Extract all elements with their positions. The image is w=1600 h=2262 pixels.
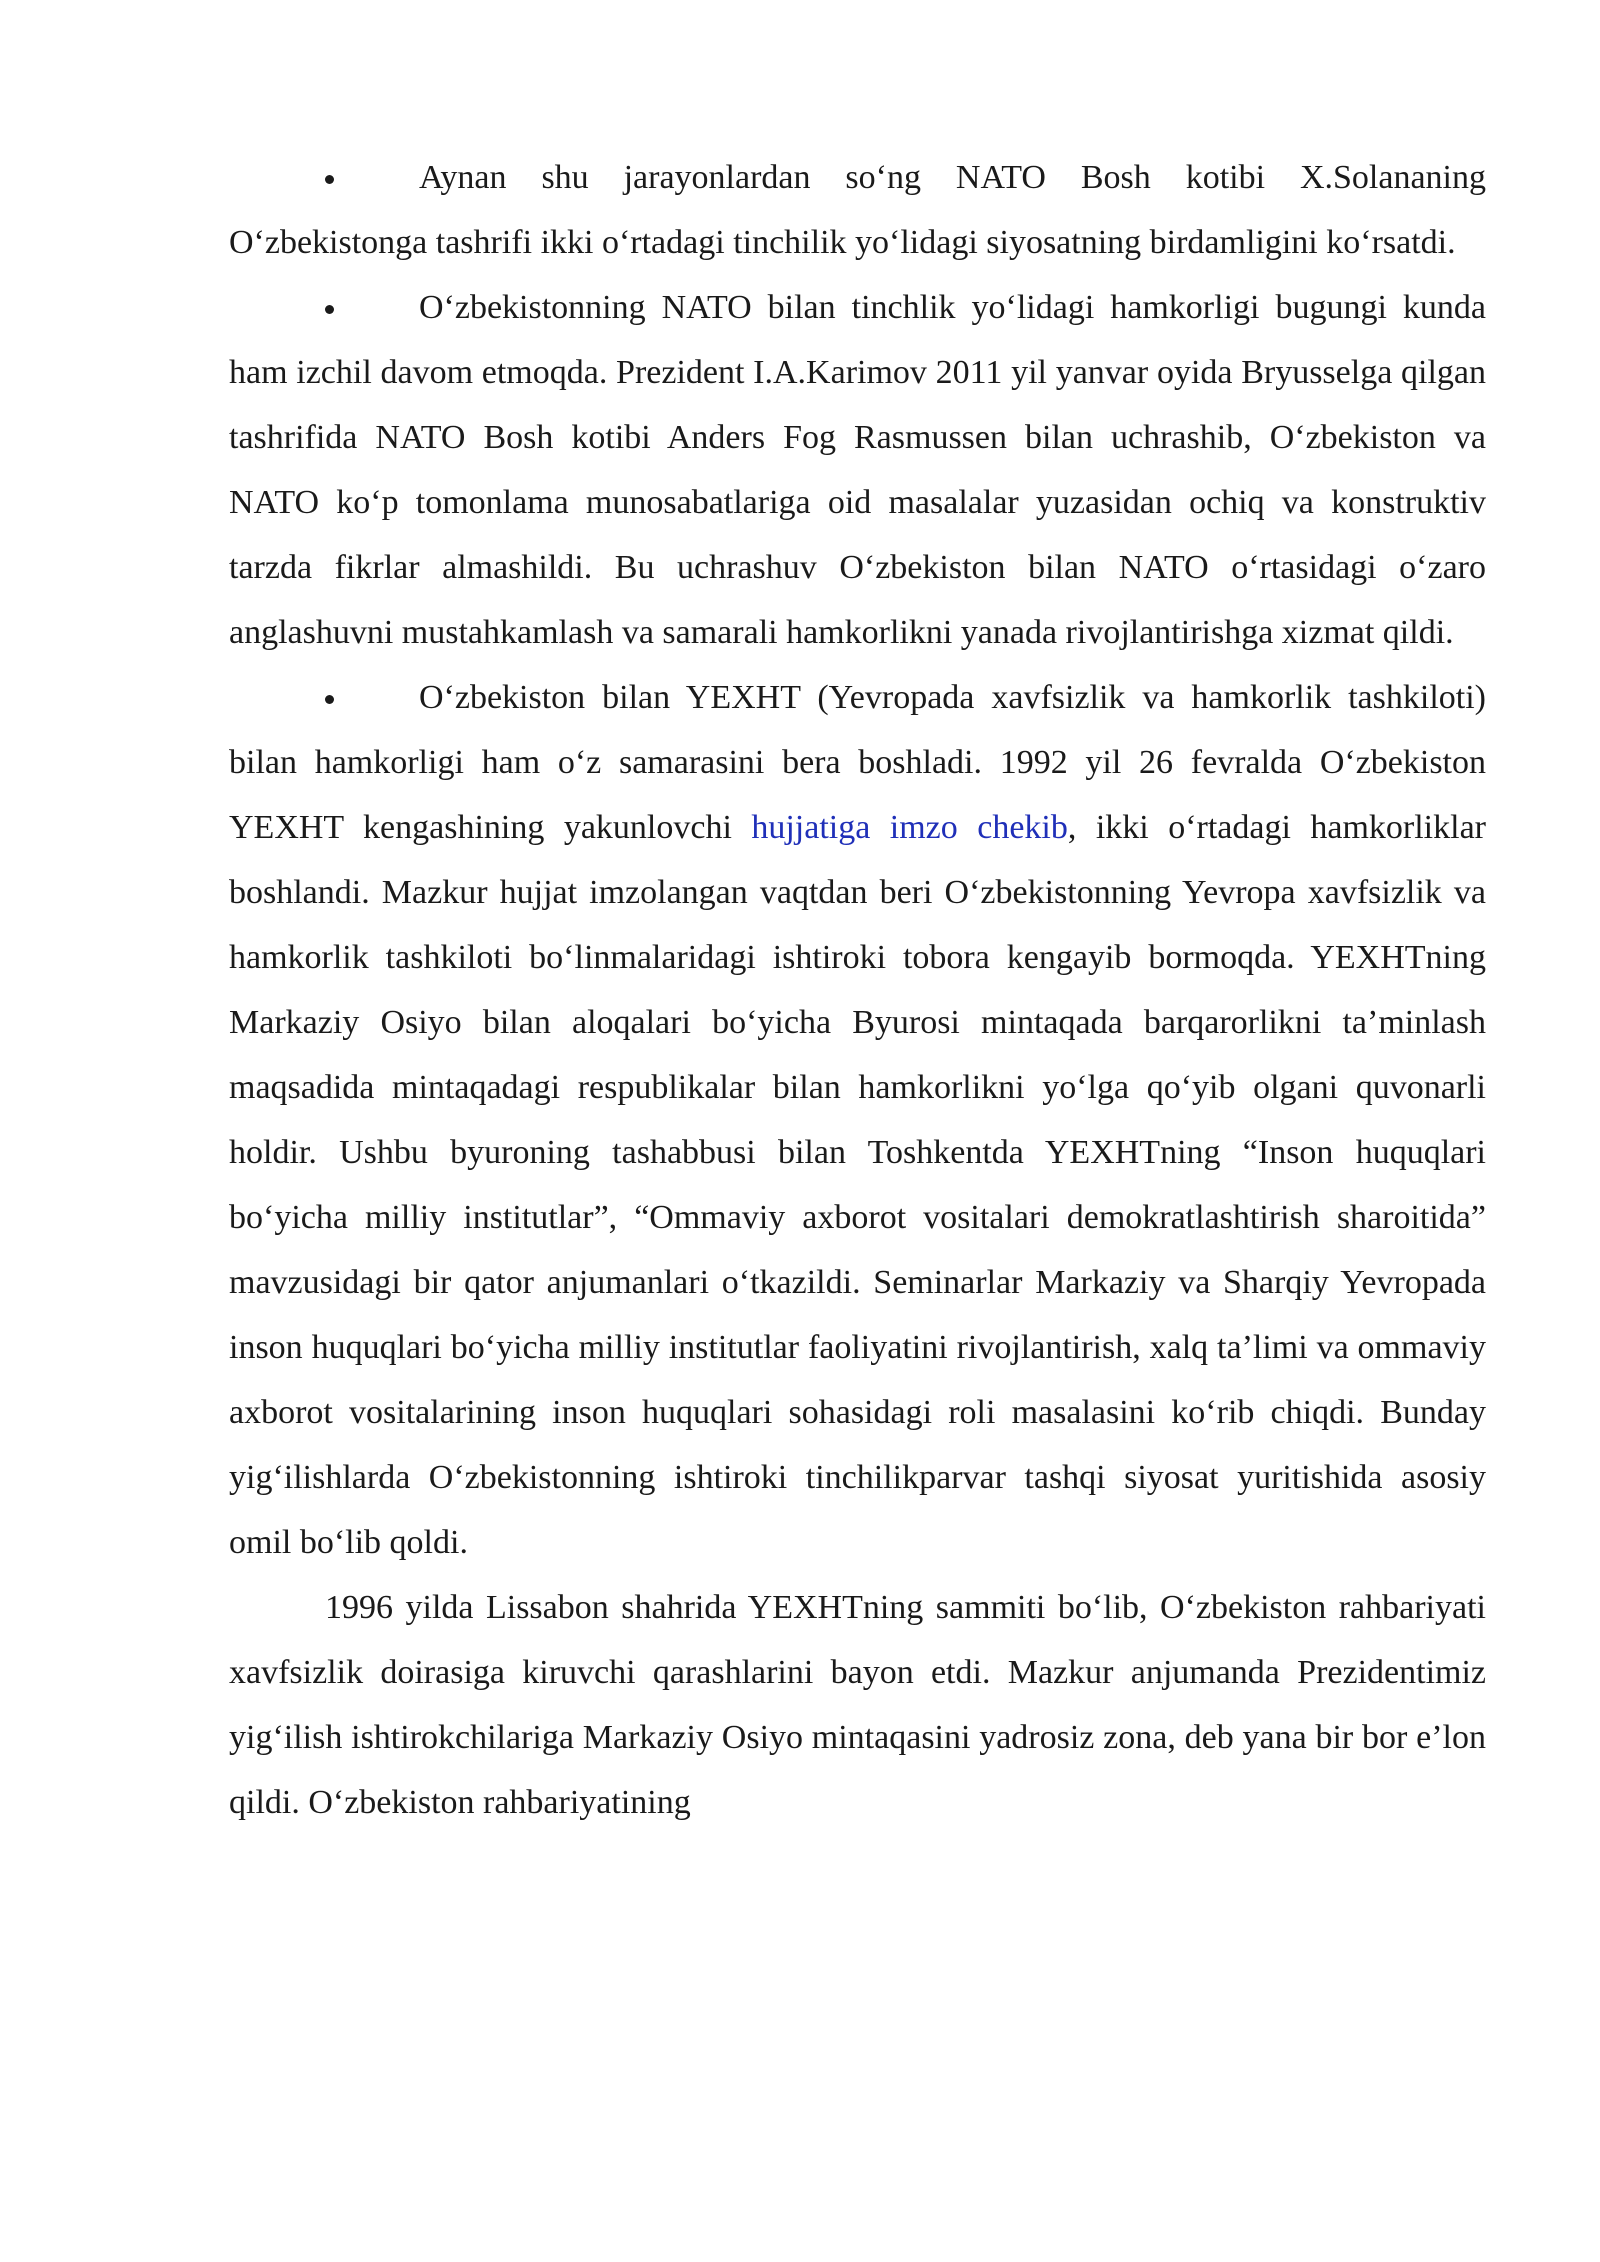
bullet-icon	[325, 145, 345, 210]
paragraph-text: Aynan shu jarayonlardan so‘ng NATO Bosh kotibi X.Solananing O‘zbekistonga tashrifi ikki o‘rtadagi tinchilik yo‘lidagi siyosatning birdamligini ko‘rsatdi.	[229, 159, 1486, 261]
paragraph-lisbon-summit	[229, 1575, 1486, 1835]
bullet-icon	[325, 665, 345, 730]
paragraph-text-after-link: , ikki o‘rtadagi hamkorliklar boshlandi. Mazkur hujjat imzolangan vaqtdan beri O‘zbekistonning Yevropa xavfsizlik va hamkorlik tashkiloti bo‘linmalaridagi ishtiroki tobora kengayib bormoqda. YEXHTning Markaziy Osiyo bilan aloqalari bo‘yicha Byurosi mintaqada barqarorlikni ta’minlash maqsadida mintaqadagi respublikalar bilan hamkorlikni yo‘lga qo‘yib olgani quvonarli holdir. Ushbu byuroning tashabbusi bilan Toshkentda YEXHTning “Inson huquqlari bo‘yicha milliy institutlar”, “Ommaviy axborot vositalari demokratlashtirish sharoitida” mavzusidagi bir qator anjumanlari o‘tkazildi. Seminarlar Markaziy va Sharqiy Yevropada inson huquqlari bo‘yicha milliy institutlar faoliyatini rivojlantirish, xalq ta’limi va ommaviy axborot vositalarining inson huquqlari sohasidagi roli masalasini ko‘rib chiqdi. Bunday yig‘ilishlarda O‘zbekistonning ishtiroki tinchilikparvar tashqi siyosat yuritishida asosiy omil bo‘lib qoldi.	[229, 809, 1486, 1561]
paragraph-text-before-link: O‘zbekiston bilan YEXHT (Yevropada xavfsizlik va hamkorlik tashkiloti) bilan hamkorligi ham o‘z samarasini bera boshladi. 1992 yil 26 fevralda O‘zbekiston YEXHT kengashining yakunlovchi	[229, 679, 1486, 846]
paragraph-text: 1996 yilda Lissabon shahrida YEXHTning sammiti bo‘lib, O‘zbekiston rahbariyati xavfsizlik doirasiga kiruvchi qarashlarini bayon etdi. Mazkur anjumanda Prezidentimiz yig‘ilish ishtirokchilariga Markaziy Osiyo mintaqasini yadrosiz zona, deb yana bir bor e’lon qildi. O‘zbekiston rahbariyatining	[229, 1589, 1486, 1821]
paragraph-solana-visit	[229, 145, 1486, 275]
document-link[interactable]: hujjatiga imzo chekib	[751, 809, 1068, 846]
document-page	[229, 145, 1486, 1835]
paragraph-text: O‘zbekistonning NATO bilan tinchlik yo‘lidagi hamkorligi bugungi kunda ham izchil davom etmoqda. Prezident I.A.Karimov 2011 yil yanvar oyida Bryusselga qilgan tashrifida NATO Bosh kotibi Anders Fog Rasmussen bilan uchrashib, O‘zbekiston va NATO ko‘p tomonlama munosabatlariga oid masalalar yuzasidan ochiq va konstruktiv tarzda fikrlar almashildi. Bu uchrashuv O‘zbekiston bilan NATO o‘rtasidagi o‘zaro anglashuvni mustahkamlash va samarali hamkorlikni yanada rivojlantirishga xizmat qildi.	[229, 289, 1486, 651]
paragraph-nato-cooperation	[229, 275, 1486, 665]
paragraph-osce-cooperation	[229, 665, 1486, 1575]
bullet-icon	[325, 275, 345, 340]
